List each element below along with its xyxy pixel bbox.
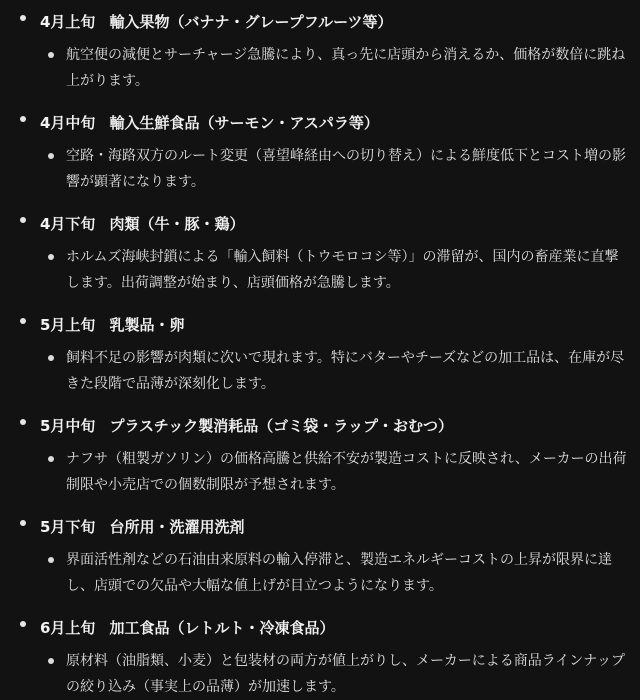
item-heading (40, 513, 640, 541)
item-heading (40, 8, 640, 36)
list-item (0, 8, 640, 94)
item-heading (40, 614, 640, 642)
bullet-icon (48, 557, 54, 563)
item-detail-list (40, 42, 640, 94)
item-period: 5月上旬 (40, 316, 96, 334)
item-detail-text: ホルムズ海峡封鎖による「輸入飼料（トウモロコシ等）」の滞留が、国内の畜産業に直撃します。出荷調整が始まり、店頭価格が急騰します。 (66, 249, 619, 291)
item-detail-list (40, 244, 640, 296)
item-detail-list (40, 547, 640, 599)
item-detail (40, 244, 640, 296)
item-detail-text: 界面活性剤などの石油由来原料の輸入停滞と、製造エネルギーコストの上昇が限界に達し、店頭での欠品や大幅な値上げが目立つようになります。 (66, 552, 612, 594)
item-period: 5月下旬 (40, 518, 96, 536)
item-detail (40, 345, 640, 397)
bullet-icon (20, 621, 26, 627)
item-heading (40, 210, 640, 238)
bullet-icon (48, 456, 54, 462)
list-item (0, 513, 640, 599)
bullet-icon (48, 658, 54, 664)
bullet-icon (20, 15, 26, 21)
item-period: 4月上旬 (40, 13, 96, 31)
bullet-icon (48, 355, 54, 361)
bullet-icon (48, 153, 54, 159)
item-category: 台所用・洗濯用洗剤 (109, 518, 245, 536)
bullet-icon (20, 217, 26, 223)
item-category: 肉類（牛・豚・鶏） (109, 215, 245, 233)
item-category: 乳製品・卵 (109, 316, 185, 334)
item-category: 加工食品（レトルト・冷凍食品） (109, 619, 335, 637)
item-detail-text: 航空便の減便とサーチャージ急騰により、真っ先に店頭から消えるか、価格が数倍に跳ね上がります。 (66, 47, 626, 89)
item-period: 5月中旬 (40, 417, 96, 435)
list-item (0, 109, 640, 195)
item-period: 4月下旬 (40, 215, 96, 233)
item-heading (40, 311, 640, 339)
bullet-icon (20, 419, 26, 425)
item-detail (40, 42, 640, 94)
item-category: 輸入生鮮食品（サーモン・アスパラ等） (109, 114, 379, 132)
item-detail-text: 原材料（油脂類、小麦）と包装材の両方が値上がりし、メーカーによる商品ラインナップの絞り込み（事実上の品薄）が加速します。 (66, 653, 626, 695)
bullet-icon (20, 318, 26, 324)
item-detail (40, 143, 640, 195)
bullet-icon (20, 116, 26, 122)
item-period: 6月上旬 (40, 619, 96, 637)
item-detail-list (40, 143, 640, 195)
item-detail-list (40, 345, 640, 397)
item-detail (40, 446, 640, 498)
item-heading (40, 412, 640, 440)
item-detail (40, 547, 640, 599)
bullet-icon (20, 520, 26, 526)
bullet-icon (48, 52, 54, 58)
list-item (0, 412, 640, 498)
item-heading (40, 109, 640, 137)
bullet-icon (48, 254, 54, 260)
item-detail-text: 空路・海路双方のルート変更（喜望峰経由への切り替え）による鮮度低下とコスト増の影響が顕著になります。 (66, 148, 626, 190)
item-detail-list (40, 446, 640, 498)
item-detail-list (40, 648, 640, 700)
item-detail (40, 648, 640, 700)
list-item (0, 210, 640, 296)
item-period: 4月中旬 (40, 114, 96, 132)
item-detail-text: ナフサ（粗製ガソリン）の価格高騰と供給不安が製造コストに反映され、メーカーの出荷制限や小売店での個数制限が予想されます。 (66, 451, 627, 493)
list-item (0, 614, 640, 700)
item-detail-text: 飼料不足の影響が肉類に次いで現れます。特にバターやチーズなどの加工品は、在庫が尽きた段階で品薄が深刻化します。 (66, 350, 625, 392)
item-category: 輸入果物（バナナ・グレープフルーツ等） (109, 13, 393, 31)
list-item (0, 311, 640, 397)
item-category: プラスチック製消耗品（ゴミ袋・ラップ・おむつ） (109, 417, 453, 435)
